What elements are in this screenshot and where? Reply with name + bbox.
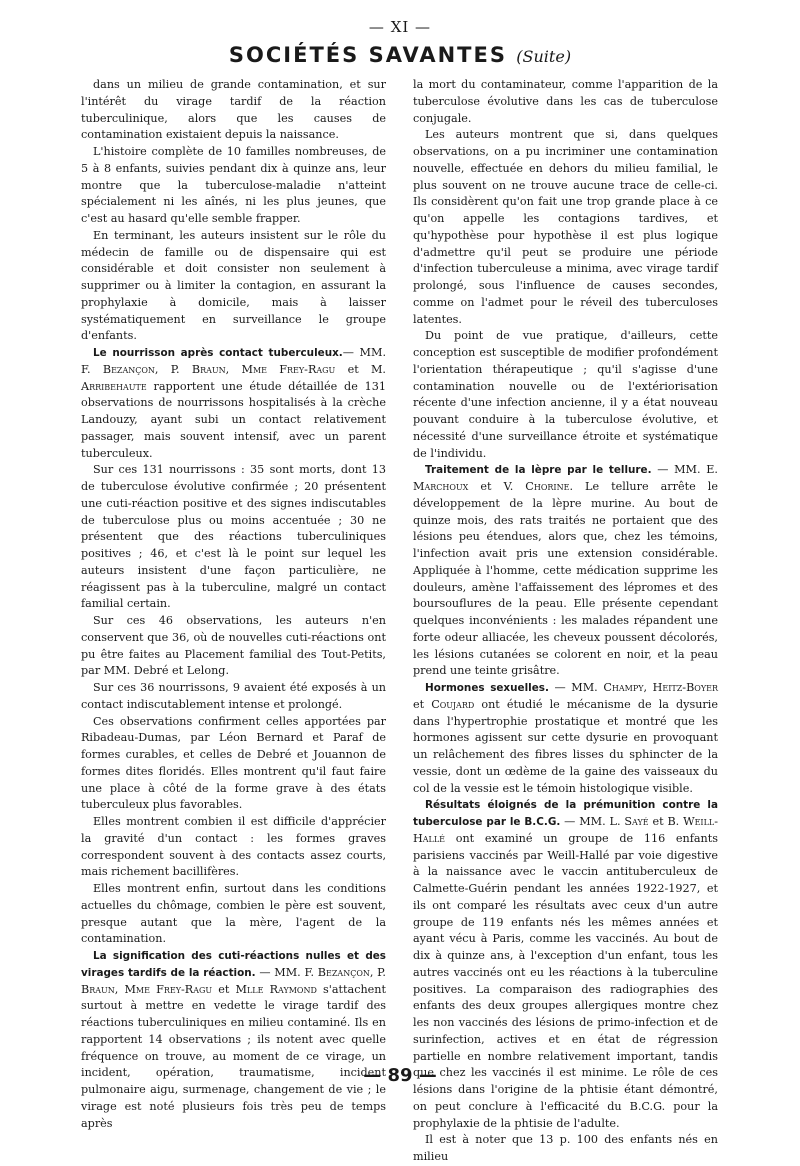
author-names: F. Bezançon, P. Braun, Mme Frey-Ragu — [81, 362, 336, 376]
section-heading: Résultats éloignés de la prémunition contre la tuberculose par le B.C.G. — [413, 799, 718, 828]
page-number: — 89 — — [363, 1065, 437, 1086]
paragraph-text: Elles montrent enfin, surtout dans les conditions actuelles du chômage, combien le père est souvent, presque autant que la mère, l'agent de la contamination. — [81, 882, 386, 946]
authors-prefix: — MM. — [651, 463, 707, 477]
section-heading: La signification des cuti-réactions nulles et des virages tardifs de la réaction. — [81, 950, 386, 979]
authors-joiner: et — [648, 815, 668, 828]
paragraph — [81, 462, 386, 613]
paragraph — [81, 228, 386, 345]
authors-prefix: — MM. — [342, 346, 387, 359]
paragraph — [81, 77, 386, 144]
section-heading: Le nourrisson après contact tuberculeux. — [93, 347, 343, 359]
paragraph — [413, 127, 718, 328]
authors-prefix: — MM. — [548, 681, 604, 694]
section-paragraph — [413, 680, 718, 797]
paragraph-text: L'histoire complète de 10 familles nombreuses, de 5 à 8 enfants, suivies pendant dix à quinze ans, leur montre que la tuberculose-maladie n'atteint spécialement ni les aînés, ni les plus jeunes, que c'est au hasard qu'elle semble frapper. — [81, 145, 386, 225]
paragraph-text: En terminant, les auteurs insistent sur le rôle du médecin de famille ou de dispensaire qui est considérable et doit consister non seulement à supprimer ou à limiter la contagion, en assurant la prophylaxie à domicile, mais à laisser systématiquement en surveillance le groupe d'enfants. — [81, 228, 386, 343]
authors-joiner: et — [212, 982, 236, 996]
paragraph-text: Elles montrent combien il est difficile d'apprécier la gravité d'un contact : les formes graves correspondent souvent à des contacts assez courts, mais richement bacillifères. — [81, 815, 386, 879]
paragraph-text: ont examiné un groupe de 116 enfants parisiens vaccinés par Weill-Hallé par voie digestive à la naissance avec le vaccin antituberculeux de Calmette-Guérin pendant les années 1922-1927, et ils ont comparé les résultats avec ceux d'un autre groupe de 119 enfants nés les mêmes années et ayant vécu à Paris, comme les vaccinés. Au bout de dix à quinze ans, à l'exception d'un enfant, tous les autres vaccinés ont eu les réactions à la tuberculine positives. La comparaison des radiographies des enfants des deux groupes allergiques montre chez les non vaccinés des lésions de primo-infection et de surinfection, actives et en état de régression partielle en nombre relativement important, tandis que chez les vaccinés il est minime. Le rôle de ces lésions dans l'origine de la phtisie étant démontré, on peut conclure à l'efficacité du B.C.G. pour la prophylaxie de la phtisie de l'adulte. — [413, 831, 718, 1130]
paragraph — [81, 680, 386, 714]
paragraph-text: Ces observations confirment celles apportées par Ribadeau-Dumas, par Léon Bernard et Paraf de formes curables, et celles de Debré et Jouannon de formes dites floridés. Elles montrent qu'il faut faire une place à côté de la forme grave à des états tuberculeux plus favorables. — [81, 714, 386, 812]
paragraph-text: dans un milieu de grande contamination, et sur l'intérêt du virage tardif de la réaction tuberculinique, alors que les causes de contamination existaient depuis la naissance. — [81, 78, 386, 142]
author-names: B. Weill-Hallé — [413, 815, 718, 845]
authors-prefix: — MM. — [255, 965, 305, 979]
authors-joiner: et M. — [335, 362, 386, 376]
paragraph-text: Sur ces 46 observations, les auteurs n'en conservent que 36, où de nouvelles cuti-réactions ont pu être faites au Placement familial des Tout-Petits, par MM. Debré et Lelong. — [81, 614, 386, 678]
author-names: F. Bezançon, P. Braun, Mme Frey-Ragu — [81, 965, 386, 996]
paragraph — [81, 144, 386, 228]
paragraph — [81, 714, 386, 815]
paragraph-text: Sur ces 131 nourrissons : 35 sont morts, dont 13 de tuberculose évolutive confirmée ; 20 présentent une cuti-réaction positive et des signes indiscutables de tuberculose plus ou moins accentuée ; 30 ne présentent que des réactions tuberculiniques positives ; 46, et c'est là le point sur lequel les auteurs insistent d'une façon particulière, ne réagissent pas à la tuberculine, malgré un contact familial certain. — [81, 463, 386, 611]
paragraph — [413, 77, 718, 127]
paragraph-text: . Le tellure arrête le développement de la lèpre murine. Au bout de quinze mois, des rats traités ne portaient que des lésions peu étendues, alors que, chez les témoins, l'infection avait pris une extension considérable. Appliquée à l'homme, cette médication supprime les douleurs, amène l'affaissement des lépromes et des boursouflures de la peau. Elle présente cependant quelques inconvénients : les malades répandent une forte odeur alliacée, les cheveux poussent décolorés, les lésions cutanées se colorent en noir, et la peau prend une teinte grisâtre. — [413, 480, 718, 678]
section-paragraph — [81, 948, 386, 1132]
paragraph — [81, 613, 386, 680]
author-names: Mlle Raymond — [235, 982, 317, 996]
authors-prefix: — MM. — [560, 815, 610, 828]
paragraph-text: Du point de vue pratique, d'ailleurs, cette conception est susceptible de modifier profondément l'orientation thérapeutique ; qu'il s'agisse d'une contamination nouvelle ou de l'extériorisation récente d'une infection ancienne, il y a état nouveau pouvant conduire à la tuberculose évolutive, et nécessité d'une surveillance étroite et systématique de l'individu. — [413, 329, 718, 460]
paragraph-text: ont étudié le mécanisme de la dysurie dans l'hypertrophie prostatique et montré que les hormones agissent sur cette dysurie en provoquant un relâchement des fibres lisses du sphincter de la vessie, dont un œdème de la gaine des vaisseaux du col de la vessie est le témoin histologique visible. — [413, 697, 718, 795]
running-head-suffix: (Suite) — [516, 47, 572, 66]
paragraph-text: s'attachent surtout à mettre en vedette le virage tardif des réactions tuberculiniques en milieu contaminé. Ils en rapportent 14 observations ; ils notent avec quelle fréquence on trouve, au moment de ce virage, un incident, opération, traumatisme, incident pulmonaire aigu, surmenage, changement de vie ; le virage est noté plusieurs fois très peu de temps après — [81, 982, 386, 1130]
authors-joiner: et — [468, 480, 504, 493]
author-names: Arribehaute — [81, 379, 147, 393]
paragraph-text: rapportent une étude détaillée de 131 observations de nourrissons hospitalisés à la crèche Landouzy, ayant subi un contact relativement passager, mais souvent intensif, avec un parent tuberculeux. — [81, 379, 386, 460]
section-heading: Traitement de la lèpre par le tellure. — [425, 464, 652, 477]
paragraph — [413, 1132, 718, 1166]
section-paragraph — [413, 462, 718, 680]
author-names: Coujard — [431, 697, 475, 711]
author-names: L. Sayé — [609, 815, 649, 828]
section-heading: Hormones sexuelles. — [425, 682, 549, 694]
paragraph — [81, 881, 386, 948]
paragraph-text: Les auteurs montrent que si, dans quelques observations, on a pu incriminer une contamination nouvelle, effectuée en dehors du milieu familial, le plus souvent on ne trouve aucune trace de celle-ci. Ils considèrent qu'on fait une trop grande place à ce qu'on appelle les contagions tardives, et qu'hypothèse pour hypothèse il est plus logique d'admettre qu'il peut se produire une période d'infection tuberculeuse a minima, avec virage tardif prolongé, sous l'influence de causes secondes, comme on l'admet pour le réveil des tuberculoses latentes. — [413, 128, 718, 326]
paragraph-text: la mort du contaminateur, comme l'apparition de la tuberculose évolutive dans les cas de tuberculose conjugale. — [413, 78, 718, 125]
section-paragraph — [81, 345, 386, 462]
author-names: Champy, Heitz-Boyer — [603, 681, 718, 694]
running-head — [0, 43, 800, 67]
paragraph — [81, 814, 386, 881]
paragraph — [413, 328, 718, 462]
paragraph-text: Il est à noter que 13 p. 100 des enfants nés en milieu — [413, 1133, 718, 1163]
authors-joiner: et — [413, 697, 432, 711]
roman-page-number: — XI — — [368, 18, 432, 36]
author-names: E. Marchoux — [413, 463, 718, 493]
left-column — [81, 77, 387, 1130]
running-head-title: SOCIÉTÉS SAVANTES — [228, 43, 507, 67]
right-column — [413, 77, 718, 1163]
paragraph-text: Sur ces 36 nourrissons, 9 avaient été exposés à un contact indiscutablement intense et prolongé. — [81, 681, 386, 711]
author-names: V. Chorine — [503, 480, 570, 493]
